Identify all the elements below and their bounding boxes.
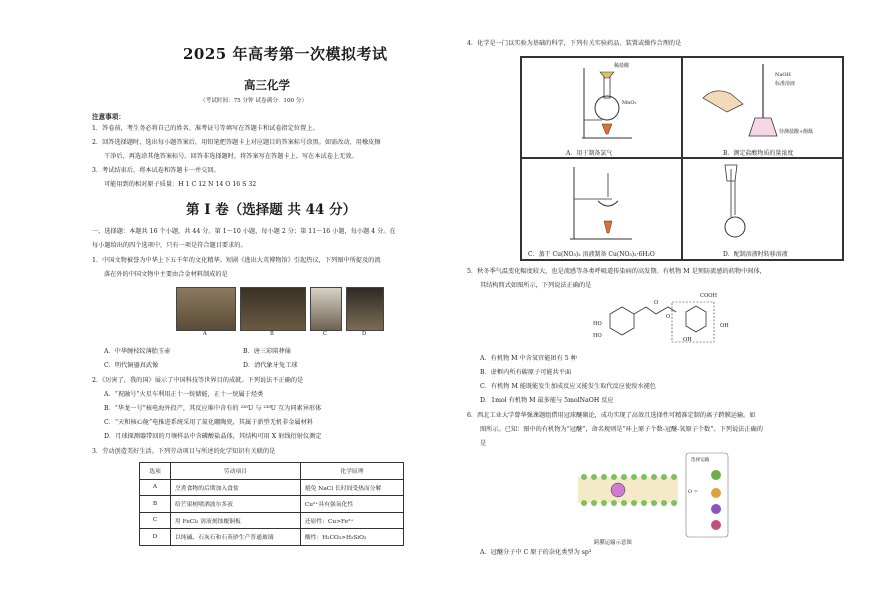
q5-option: A．有机物 M 中含氧官能团有 5 种 [480, 355, 577, 362]
q6-stem: 图所示。已知：图中的有机物为“冠醚”，命名规则是“环上原子个数-冠醚-氧原子个数”。下列说法正确的 [480, 426, 763, 433]
q5-option: B．虚框内所有碳原子可能共平面 [480, 369, 572, 376]
apparatus-caption: A．用于制备氯气 [566, 150, 613, 157]
q1-stem: 落在外的中国文物中主要由合金材料制成的是 [104, 271, 228, 278]
section-intro: 每小题给出的四个选项中，只有一项是符合题目要求的。 [92, 242, 247, 249]
structure-label: HO [593, 321, 602, 327]
notice-item: 2．回答选择题时，选出每小题答案后，用铅笔把答题卡上对应题目的答案标号涂黑。如需改动，用橡皮擦 [92, 139, 381, 146]
table-cell: 给芒果树喷洒波尔多液 [171, 496, 301, 513]
bronze-statue-image [310, 287, 342, 331]
diagram-caption: 跨膜运输示意图 [594, 540, 632, 546]
notice-item: 1．答卷前，考生务必将自己的姓名、准考证号等填写在答题卡和试卷指定位置上。 [92, 125, 319, 132]
table-row [140, 496, 404, 513]
q2-option: B．“华龙一号”核电海外投产，其反应堆中含有的 ²³⁵U 与 ²³⁸U 互为同素异形体 [104, 405, 322, 412]
structure-label: OH [720, 323, 729, 329]
reagent-label: 标准溶液 [775, 81, 796, 87]
image-label: D [362, 331, 367, 337]
q4-apparatus-grid [520, 56, 844, 261]
apparatus-c [521, 158, 682, 260]
chlorine-setup-drawing [522, 58, 682, 144]
evaporation-drawing [522, 159, 682, 245]
table-cell: D [140, 529, 171, 546]
figurines-image [240, 287, 306, 331]
structure-label: O [666, 314, 671, 320]
image-label: B [270, 331, 274, 337]
structure-label: COOH [700, 293, 717, 299]
q2-option: C．“天和核心舱”电推进系统采用了氮化硼陶瓷，其属于新型无机非金属材料 [104, 419, 314, 426]
notice-item: 3．考试结束后，将本试卷和答题卡一并交回。 [92, 167, 220, 174]
structure-label: O [654, 300, 659, 306]
table-cell: Cu²⁺具有强氧化性 [300, 496, 403, 513]
apparatus-d [682, 158, 843, 260]
q1-stem: 1．中国文物被誉为中华上下五千年的文化精华。短剧《逃出大英博物馆》引起热议，下列图中所提及的流 [92, 257, 381, 264]
section-intro: 一、选择题：本题共 16 个小题，共 44 分。第 1～10 小题，每小题 2 分；第 11～16 小题，每小题 4 分。在 [92, 228, 396, 235]
exam-info: （考试时间：75 分钟 试卷满分：100 分） [200, 98, 308, 104]
section-title: 第 I 卷（选择题 共 44 分） [186, 202, 357, 218]
teapot-image [176, 287, 236, 331]
apparatus-a [521, 57, 682, 158]
q3-table [139, 462, 404, 546]
exam-subject: 高三化学 [244, 78, 290, 92]
atomic-mass-line: 可能用到的相对原子质量：H 1 C 12 N 14 O 16 S 32 [104, 181, 257, 188]
table-cell: 还原性：Cu>Fe²⁺ [300, 512, 403, 529]
image-label: C [323, 331, 327, 337]
structure-label: HO [593, 333, 602, 339]
q3-stem: 3．劳动创造美好生活。下列劳动项目与所述的化学知识有关联的是 [92, 448, 276, 455]
q6-stem: 6．西北工业大学曾华强课题组借用冠球醚砌论，成功实现了高效且选择性可精准定制的离子跨膜运输。如 [467, 412, 756, 419]
molecule-structure [590, 292, 740, 348]
q2-option: A．“祝融号”火星车利用正十一烷储能，正十一烷属于烃类 [104, 391, 264, 398]
table-cell: 酸性：H₂CO₃>H₂SiO₃ [300, 529, 403, 546]
table-cell: C [140, 512, 171, 529]
table-cell: 以纯碱、石灰石和石英砂生产普通玻璃 [171, 529, 301, 546]
structure-label: OH [683, 337, 692, 343]
table-cell: A [140, 479, 171, 496]
apparatus-caption: B．测定盐酸物质的量浓度 [723, 150, 794, 157]
ivory-ball-image [346, 287, 384, 331]
legend-label: O = [688, 489, 698, 495]
notice-item: 干净后，再选涂其他答案标号。回答非选择题时，将答案写在答题卡上。写在本试卷上无效。 [104, 153, 358, 160]
table-header: 劳动项目 [171, 463, 301, 480]
q2-stem: 2．《厉害了，我的国》展示了中国科技等世界目的成就。下列说法不正确的是 [92, 377, 304, 384]
image-label: A [203, 331, 207, 337]
reagent-label: 待测盐酸+酚酞 [779, 129, 814, 135]
table-row [140, 479, 404, 496]
apparatus-b [682, 57, 843, 158]
titration-drawing [683, 58, 843, 144]
transfer-drawing [683, 159, 843, 245]
membrane-diagram [578, 451, 730, 539]
q4-stem: 4．化学是一门以实验为基础的科学，下列有关实验药品、装置或操作合理的是 [467, 40, 682, 47]
q1-option: B．唐三彩陪葬俑 [243, 348, 291, 355]
q1-option: D．清代象牙兔工球 [243, 362, 298, 369]
q6-stem: 是 [480, 440, 487, 447]
reagent-label: NaOH [775, 72, 791, 78]
apparatus-caption: D．配制溶液时转移溶液 [723, 251, 788, 258]
table-row [140, 512, 404, 529]
legend-label: 选择运输 [691, 458, 710, 463]
q5-option: C．有机物 M 能既能发生加成反应又能发生取代反应使溴水褪色 [480, 383, 656, 390]
membrane-drawing [578, 451, 730, 539]
notice-heading: 注意事项： [92, 113, 125, 121]
q5-option: D．1mol 有机物 M 最多能与 5molNaOH 反应 [480, 397, 614, 404]
table-cell: 烹煮食物的后期加入食盐 [171, 479, 301, 496]
table-row [140, 529, 404, 546]
q5-stem: 5．秋冬季气温变化幅度较大，也是流感等各类呼吸道传染病的高发期。有机物 M 是预防流感的药物中间体， [467, 268, 766, 275]
q1-option: C．明代铜鎏真武像 [104, 362, 159, 369]
table-cell: B [140, 496, 171, 513]
table-cell: 用 FeCl₃ 溶液刻蚀覆铜板 [171, 512, 301, 529]
q6-option: A．冠醚分子中 C 原子的杂化类型为 sp³ [480, 549, 592, 556]
q5-stem: 其结构简式如图所示，下列说法正确的是 [480, 282, 592, 289]
reagent-label: 稀盐酸 [614, 63, 630, 69]
table-header-row [140, 463, 404, 480]
exam-title: 2025 年高考第一次模拟考试 [183, 45, 388, 63]
q1-option: A．中华缠枝纹薄胎玉壶 [104, 348, 171, 355]
table-cell: 避免 NaCl 长时间受热而分解 [300, 479, 403, 496]
table-header: 化学原理 [300, 463, 403, 480]
apparatus-caption: C．蒸干 Cu(NO₃)₂ 溶液制备 Cu(NO₃)₂·6H₂O [528, 251, 655, 258]
q2-option: D．月球探测器带回的月壤样品中含磷酸盐晶体，其结构可用 X 射线衍射仪测定 [104, 433, 322, 440]
table-header: 选项 [140, 463, 171, 480]
reagent-label: MnO₂ [622, 100, 637, 106]
